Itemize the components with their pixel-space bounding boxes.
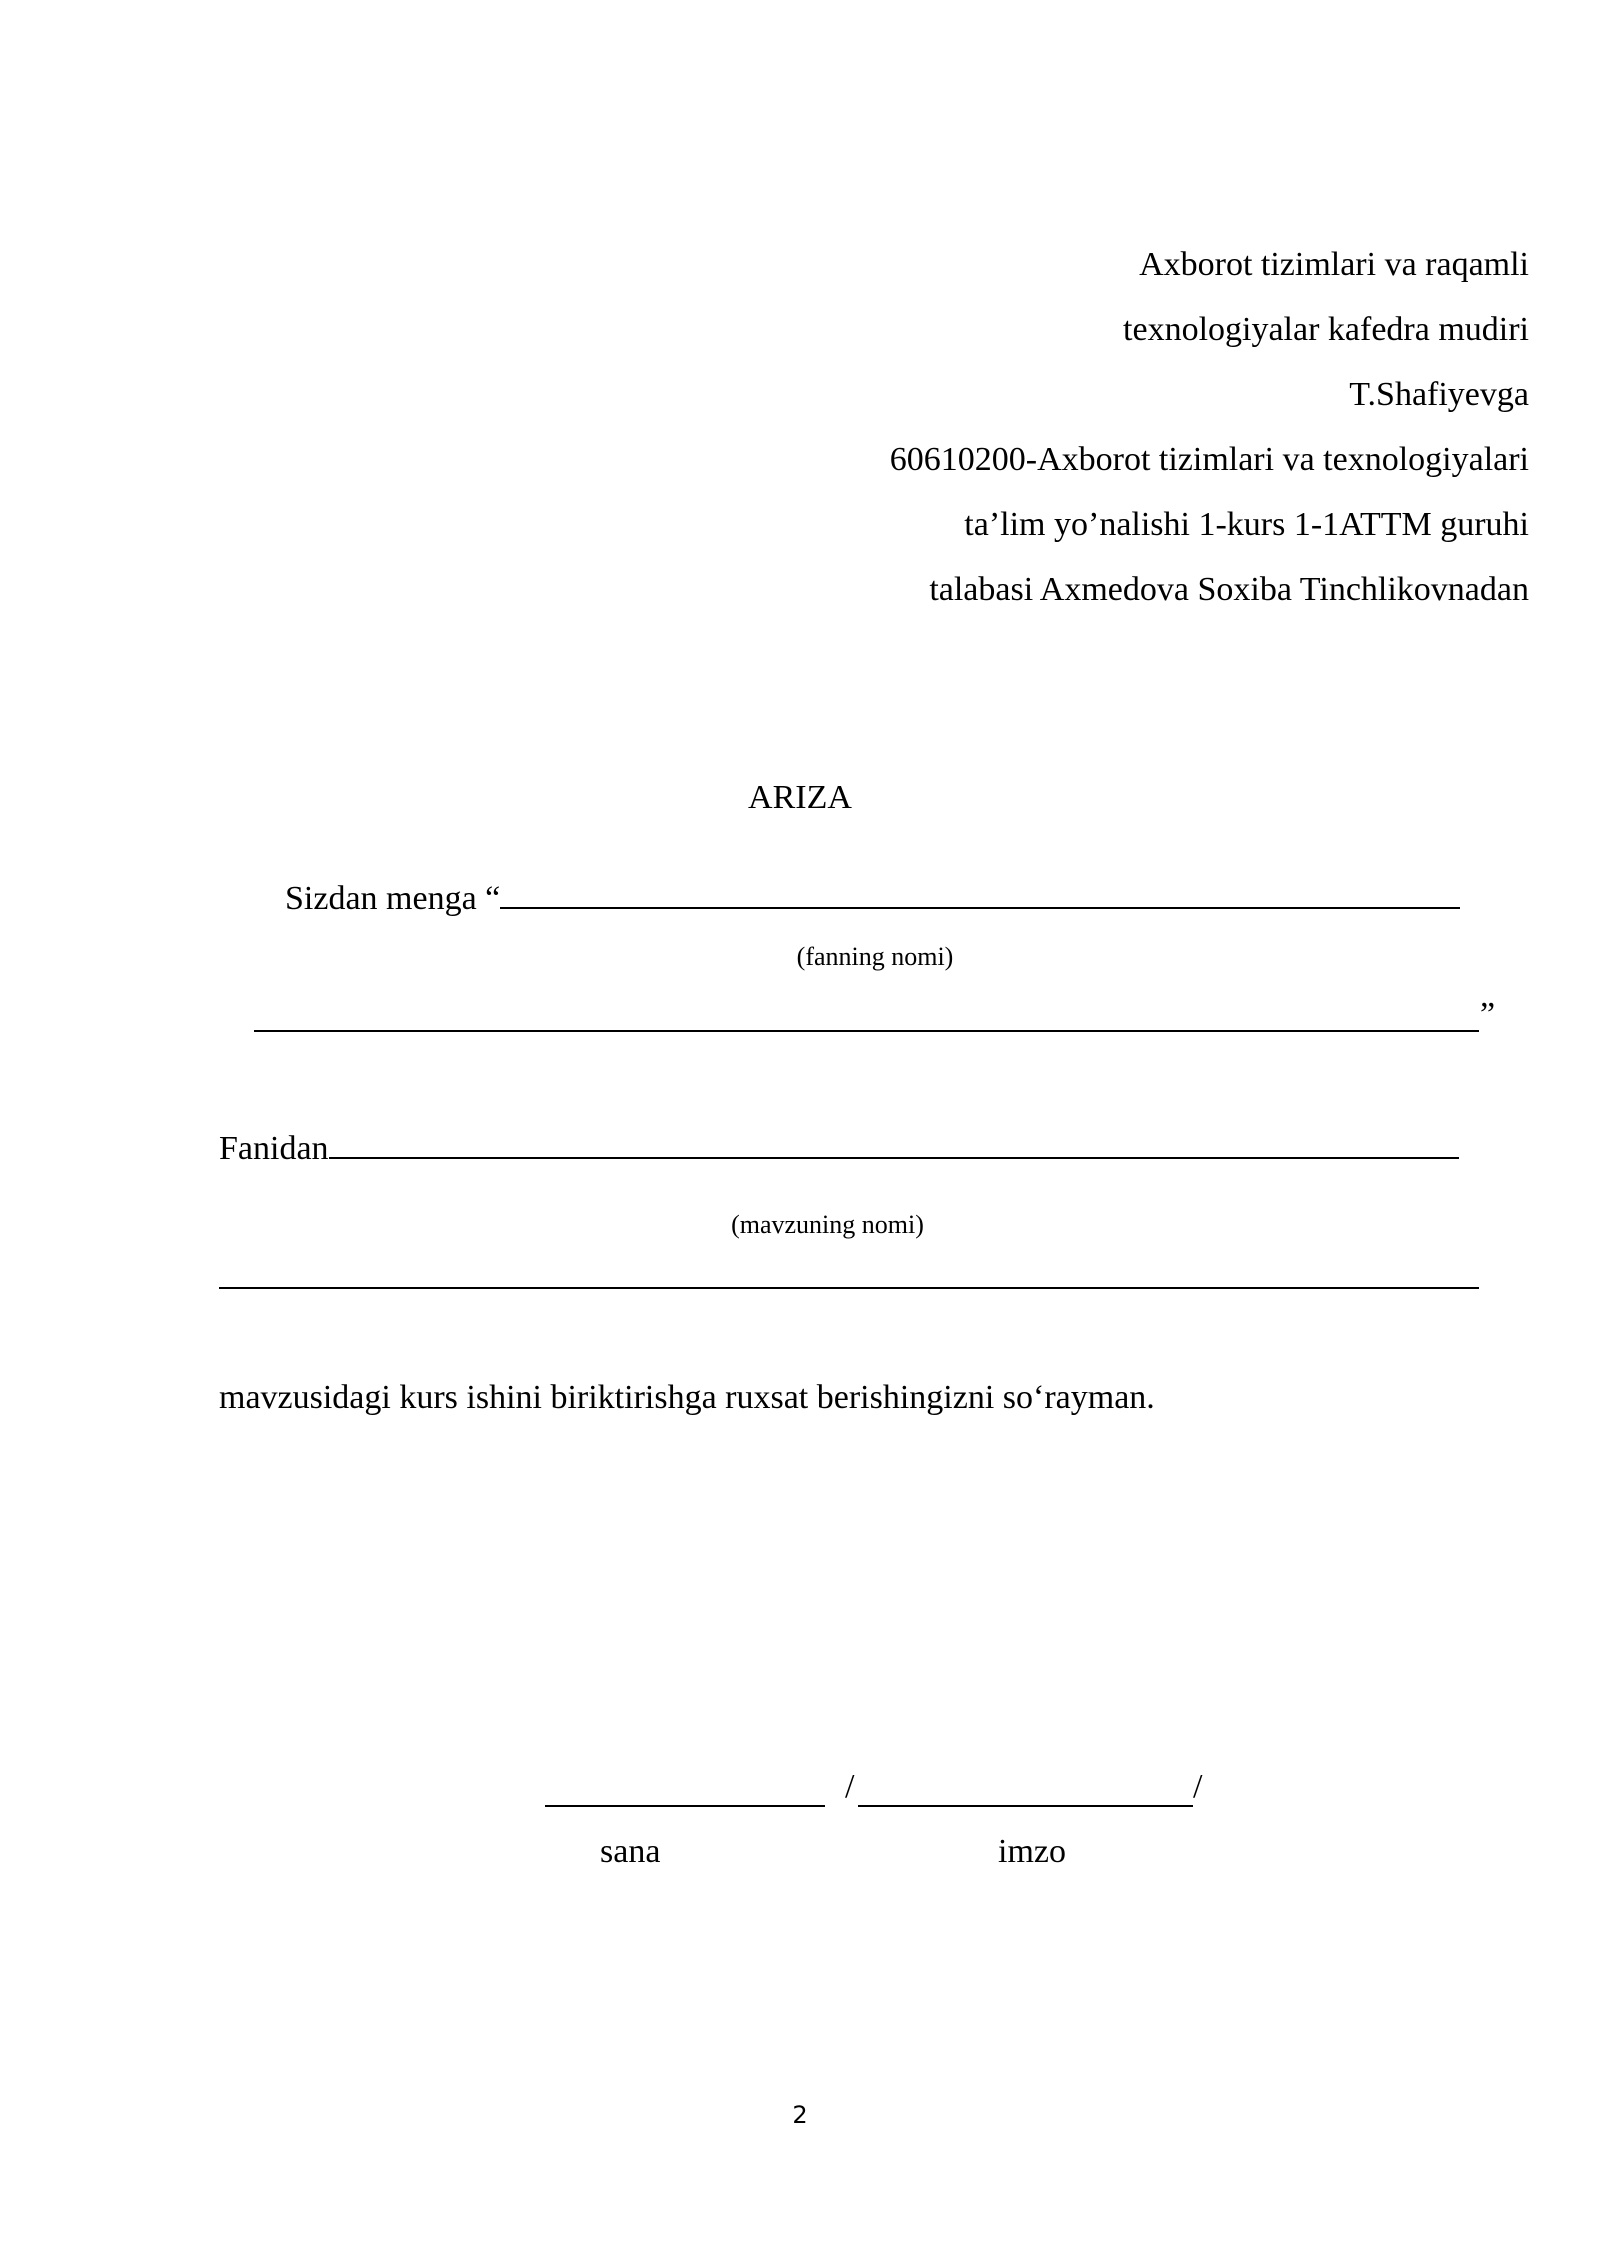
intro-text: Sizdan menga “ (285, 880, 501, 917)
addressee-line: texnologiyalar kafedra mudiri (1123, 311, 1529, 348)
topic-prefix: Fanidan (219, 1130, 329, 1167)
addressee-block (629, 232, 1529, 622)
topic-caption: (mavzuning nomi) (731, 1210, 924, 1239)
addressee-line: T.Shafiyevga (1349, 376, 1529, 413)
subject-blank[interactable] (500, 873, 1460, 909)
signature-slash-close: / (1193, 1768, 1203, 1805)
document-title: ARIZA (748, 779, 852, 816)
date-blank[interactable] (545, 1805, 825, 1807)
topic-blank-continued[interactable] (219, 1287, 1479, 1289)
addressee-line: 60610200-Axborot tizimlari va texnologiyalari (889, 441, 1529, 478)
signature-label: imzo (998, 1833, 1066, 1870)
addressee-line: talabasi Axmedova Soxiba Tinchlikovnadan (929, 571, 1529, 608)
signature-slash-open: / (845, 1768, 855, 1805)
subject-caption: (fanning nomi) (796, 942, 954, 971)
request-text: mavzusidagi kurs ishini biriktirishga ruxsat berishingizni so‘rayman. (219, 1379, 1155, 1416)
subject-blank-continued[interactable] (254, 1030, 1479, 1032)
topic-line (219, 1123, 1459, 1174)
addressee-line: Axborot tizimlari va raqamli (1139, 246, 1529, 283)
signature-blank[interactable] (858, 1805, 1193, 1807)
date-label: sana (600, 1833, 661, 1870)
intro-line (285, 873, 1460, 924)
addressee-line: ta’lim yo’nalishi 1-kurs 1-1ATTM guruhi (964, 506, 1529, 543)
topic-blank[interactable] (329, 1123, 1459, 1159)
page-number: 2 (792, 2101, 808, 2129)
closing-quote: ” (1480, 996, 1496, 1033)
